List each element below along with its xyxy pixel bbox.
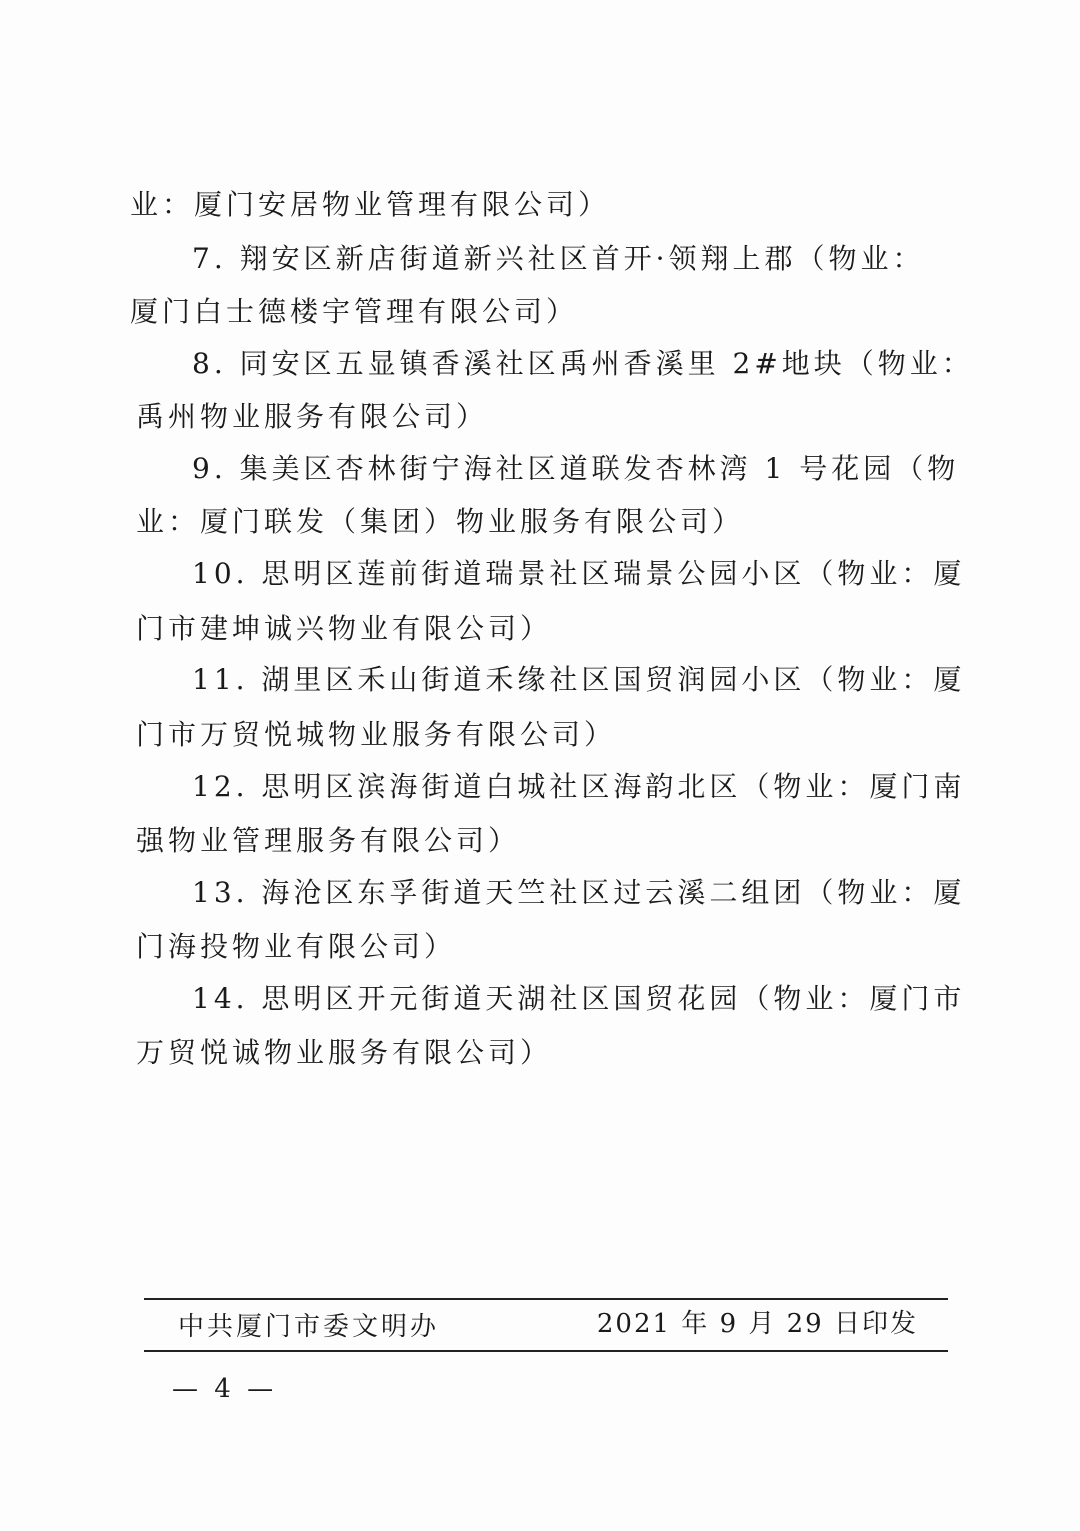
text-line: 门市建坤诚兴物业有限公司）	[136, 612, 553, 645]
list-item-7: 7. 翔安区新店街道新兴社区首开·领翔上郡（物业：	[192, 242, 925, 275]
text-line: 万贸悦诚物业服务有限公司）	[136, 1036, 553, 1069]
issue-date: 2021 年 9 月 29 日印发	[596, 1309, 918, 1339]
text-line: 禹州物业服务有限公司）	[136, 400, 489, 433]
text-line: 门海投物业有限公司）	[136, 930, 457, 963]
list-item-9: 9. 集美区杏林街宁海社区道联发杏林湾 1 号花园（物	[192, 452, 960, 485]
list-item-14: 14. 思明区开元街道天湖社区国贸花园（物业：厦门市	[192, 982, 966, 1015]
issuer-name: 中共厦门市委文明办	[178, 1312, 440, 1342]
text-line: 门市万贸悦城物业服务有限公司）	[136, 718, 617, 751]
text-line: 业：厦门联发（集团）物业服务有限公司）	[136, 505, 745, 538]
list-item-8: 8. 同安区五显镇香溪社区禹州香溪里 2#地块（物业：	[192, 347, 974, 380]
text-line: 厦门白士德楼宇管理有限公司）	[130, 295, 579, 328]
text-line: 业：厦门安居物业管理有限公司）	[130, 188, 611, 221]
page-number: — 4 —	[172, 1374, 278, 1404]
footer-top-rule	[144, 1298, 948, 1300]
list-item-11: 11. 湖里区禾山街道禾缘社区国贸润园小区（物业：厦	[192, 663, 966, 696]
list-item-13: 13. 海沧区东孚街道天竺社区过云溪二组团（物业：厦	[192, 876, 966, 909]
footer-bottom-rule	[144, 1350, 948, 1352]
list-item-10: 10. 思明区莲前街道瑞景社区瑞景公园小区（物业：厦	[192, 557, 966, 590]
list-item-12: 12. 思明区滨海街道白城社区海韵北区（物业：厦门南	[192, 770, 966, 803]
text-line: 强物业管理服务有限公司）	[136, 824, 521, 857]
